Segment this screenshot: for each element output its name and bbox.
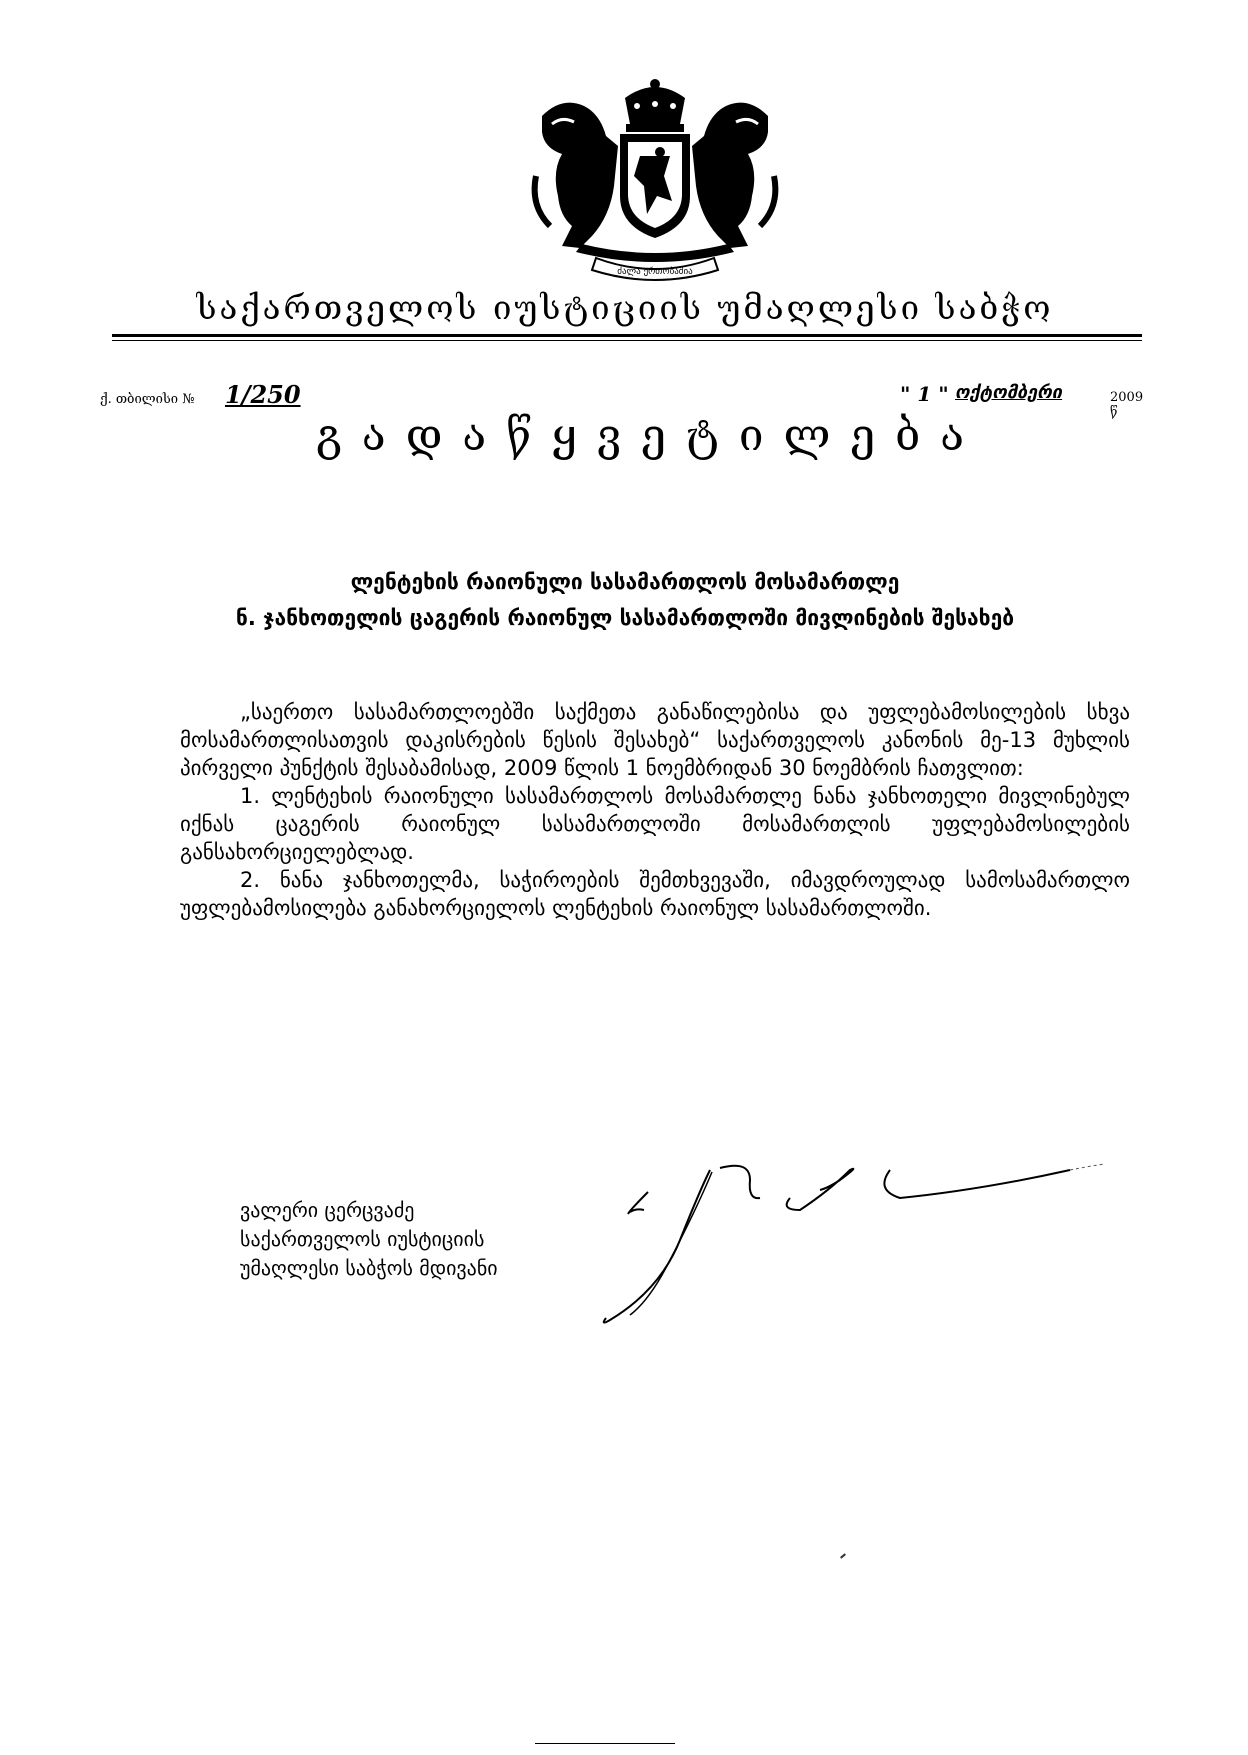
crown-icon	[625, 79, 685, 132]
scan-speck	[840, 1553, 846, 1558]
decision-item-1: 1. ლენტეხის რაიონული სასამართლოს მოსამართლე ნანა ჯანხოთელი მივლინებულ იქნას ცაგერის რაიონულ სასამართლოში მოსამართლის უფლებამოსილების განსახორციელებლად.	[180, 784, 1130, 864]
date-day: " 1 "	[900, 382, 949, 406]
signature-block	[240, 1196, 620, 1283]
preamble-paragraph: „საერთო სასამართლოებში საქმეთა განაწილებისა და უფლებამოსილების სხვა მოსამართლისათვის დაკისრების წესის შესახებ“ საქართველოს კანონის მე-13 მუხლის პირველი პუნქტის შესაბამისად, 2009 წლის 1 ნოემბრიდან 30 ნოემბრის ჩათვლით:	[180, 700, 1130, 780]
lion-left-icon	[535, 103, 618, 248]
coat-of-arms-emblem	[522, 76, 788, 286]
signer-position-line-2: უმაღლესი საბჭოს მდივანი	[240, 1256, 498, 1280]
subject-line-1: ლენტეხის რაიონული სასამართლოს მოსამართლე	[350, 570, 900, 594]
document-type-heading: გადაწყვეტილება	[315, 410, 984, 461]
signer-name: ვალერი ცერცვაძე	[240, 1198, 415, 1222]
footer-rule	[535, 1743, 675, 1744]
reference-number: 1/250	[225, 380, 301, 409]
decision-body	[180, 698, 1130, 922]
shield-icon	[620, 134, 690, 238]
date-month: ოქტომბერი	[955, 382, 1063, 403]
signer-position-line-1: საქართველოს იუსტიციის	[240, 1227, 485, 1251]
lion-right-icon	[692, 103, 775, 248]
reference-label: ქ. თბილისი №	[100, 392, 195, 407]
header-rule-thick	[112, 334, 1142, 337]
date-year: 2009 წ	[1110, 390, 1144, 420]
subject-line-2: ნ. ჯანხოთელის ცაგერის რაიონულ სასამართლოში მივლინების შესახებ	[235, 606, 1015, 630]
motto-ribbon-text: ძალა ერთობაშია	[617, 267, 693, 277]
organization-title: საქართველოს იუსტიციის უმაღლესი საბჭო	[196, 288, 1054, 327]
handwritten-signature	[600, 1150, 1120, 1350]
header-rule-thin	[112, 340, 1142, 341]
decision-item-2: 2. ნანა ჯანხოთელმა, საჭიროების შემთხვევაში, იმავდროულად სამოსამართლო უფლებამოსილება განახორციელოს ლენტეხის რაიონულ სასამართლოში.	[180, 868, 1130, 920]
